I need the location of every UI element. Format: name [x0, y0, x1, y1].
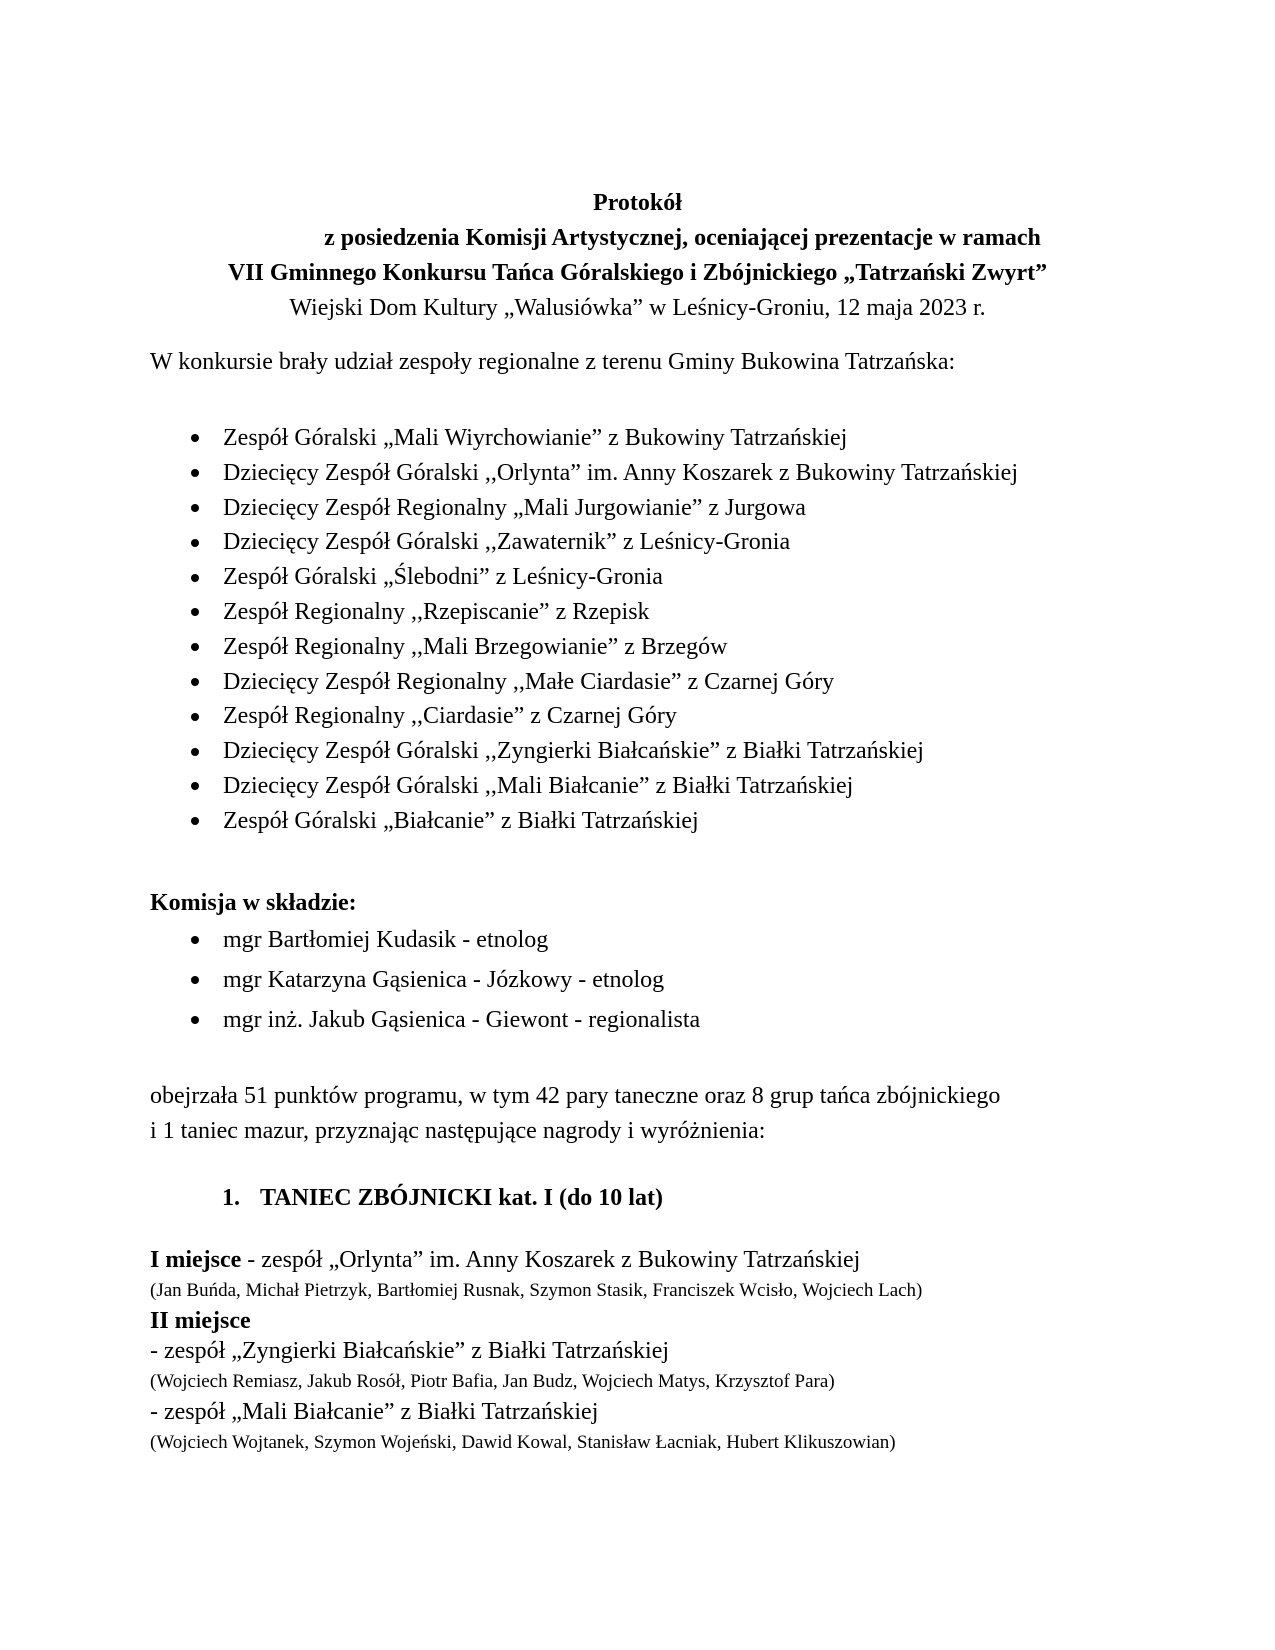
bullet-icon [191, 434, 199, 442]
bullet-icon [191, 678, 199, 686]
second-place-members-a: (Wojciech Remiasz, Jakub Rosół, Piotr Bafia, Jan Budz, Wojciech Matys, Krzysztof Para) [150, 1371, 835, 1392]
first-place-members: (Jan Buńda, Michał Pietrzyk, Bartłomiej Rusnak, Szymon Stasik, Franciszek Wcisło, Wojciech Lach) [150, 1280, 923, 1301]
list-item: mgr inż. Jakub Gąsienica - Giewont - regionalista [150, 1000, 700, 1040]
list-item: Zespół Regionalny ,,Rzepiscanie” z Rzepisk [150, 595, 1018, 630]
bullet-icon [191, 748, 199, 756]
bullet-icon [191, 504, 199, 512]
first-place-label: I miejsce [150, 1247, 242, 1273]
section-number: 1. [222, 1185, 240, 1211]
bullet-icon [191, 539, 199, 547]
bullet-icon [191, 643, 199, 651]
bullet-icon [191, 976, 199, 984]
bullet-icon [191, 782, 199, 790]
section-title: TANIEC ZBÓJNICKI kat. I (do 10 lat) [260, 1185, 663, 1211]
venue-date: Wiejski Dom Kultury „Walusiówka” w Leśnicy-Groniu, 12 maja 2023 r. [289, 295, 986, 321]
list-item: Zespół Góralski „Białcanie” z Białki Tatrzańskiej [150, 804, 1018, 839]
bullet-icon [191, 1016, 199, 1024]
summary-line-1: obejrzała 51 punktów programu, w tym 42 pary taneczne oraz 8 grup tańca zbójnickiego [150, 1083, 1001, 1109]
bullet-icon [191, 574, 199, 582]
list-item: Dziecięcy Zespół Góralski ,,Zawaternik” z Leśnicy-Gronia [150, 525, 1018, 560]
second-place-members-b: (Wojciech Wojtanek, Szymon Wojeński, Dawid Kowal, Stanisław Łacniak, Hubert Klikuszowian) [150, 1432, 896, 1453]
list-item: mgr Bartłomiej Kudasik - etnolog [150, 920, 700, 960]
intro-paragraph: W konkursie brały udział zespoły regionalne z terenu Gminy Bukowina Tatrzańska: [150, 349, 956, 375]
document-subtitle: z posiedzenia Komisji Artystycznej, oceniającej prezentacje w ramach [324, 225, 1041, 251]
teams-list [150, 421, 1018, 839]
first-place-team: - zespół „Orlynta” im. Anny Koszarek z Bukowiny Tatrzańskiej [241, 1247, 861, 1273]
bullet-icon [191, 936, 199, 944]
summary-line-2: i 1 taniec mazur, przyznając następujące nagrody i wyróżnienia: [150, 1118, 766, 1144]
list-item: mgr Katarzyna Gąsienica - Józkowy - etnolog [150, 960, 700, 1000]
bullet-icon [191, 817, 199, 825]
section-heading [222, 1181, 663, 1216]
bullet-icon [191, 469, 199, 477]
list-item: Dziecięcy Zespół Regionalny ,,Małe Ciardasie” z Czarnej Góry [150, 665, 1018, 700]
list-item: Dziecięcy Zespół Góralski ,,Orlynta” im. Anny Koszarek z Bukowiny Tatrzańskiej [150, 456, 1018, 491]
list-item: Dziecięcy Zespół Regionalny „Mali Jurgowianie” z Jurgowa [150, 491, 1018, 526]
document-header [0, 186, 1275, 326]
bullet-icon [191, 608, 199, 616]
contest-name: VII Gminnego Konkursu Tańca Góralskiego i Zbójnickiego „Tatrzański Zwyrt” [227, 260, 1048, 286]
jury-heading: Komisja w składzie: [150, 890, 357, 916]
list-item: Zespół Regionalny ,,Ciardasie” z Czarnej Góry [150, 699, 1018, 734]
document-title: Protokół [593, 190, 682, 216]
bullet-icon [191, 713, 199, 721]
second-place-team-b: - zespół „Mali Białcanie” z Białki Tatrzańskiej [150, 1399, 599, 1425]
first-place-line [150, 1245, 922, 1275]
list-item: Dziecięcy Zespół Góralski ,,Mali Białcanie” z Białki Tatrzańskiej [150, 769, 1018, 804]
list-item: Zespół Góralski „Mali Wiyrchowianie” z Bukowiny Tatrzańskiej [150, 421, 1018, 456]
jury-list [150, 920, 700, 1040]
list-item: Dziecięcy Zespół Góralski ,,Zyngierki Białcańskie” z Białki Tatrzańskiej [150, 734, 1018, 769]
list-item: Zespół Góralski „Ślebodni” z Leśnicy-Gronia [150, 560, 1018, 595]
second-place-label: II miejsce [150, 1308, 251, 1334]
list-item: Zespół Regionalny ,,Mali Brzegowianie” z Brzegów [150, 630, 1018, 665]
second-place-team-a: - zespół „Zyngierki Białcańskie” z Białki Tatrzańskiej [150, 1338, 670, 1364]
results-block [150, 1245, 922, 1458]
